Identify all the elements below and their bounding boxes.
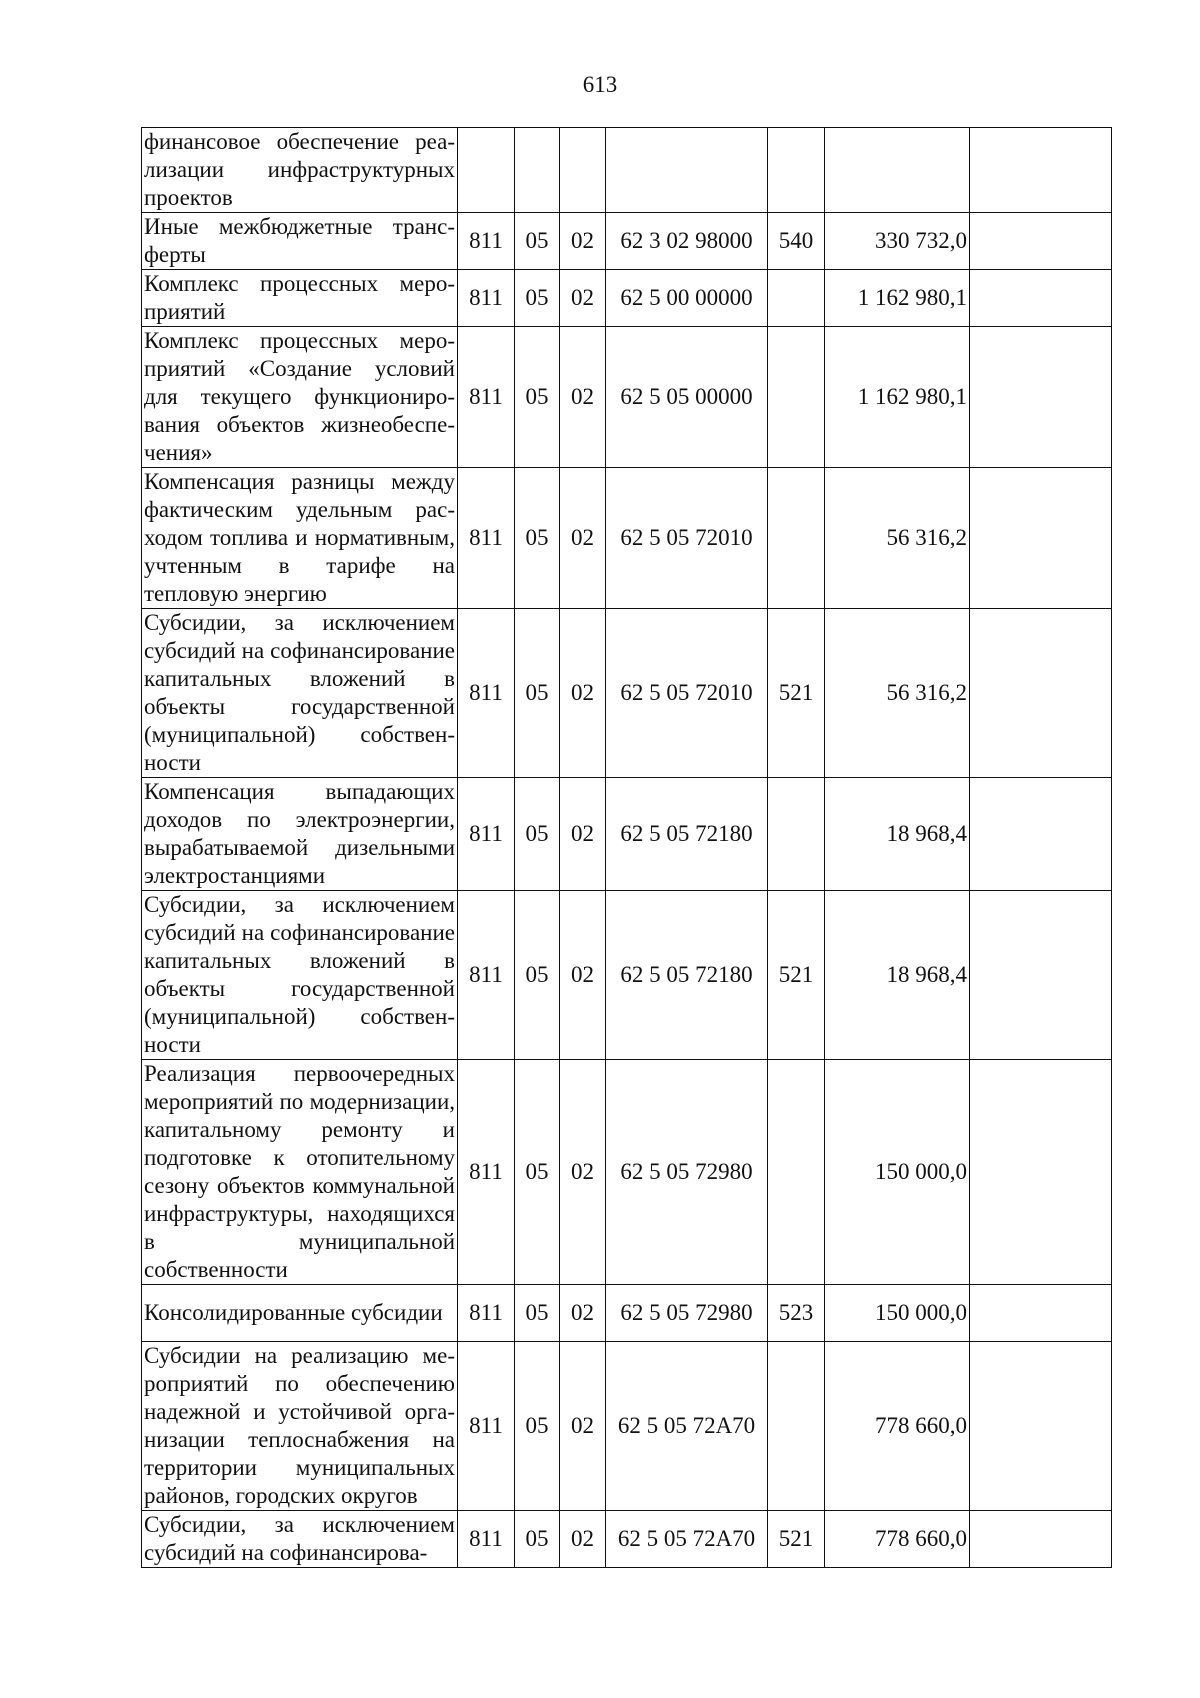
expense-type-code [768, 270, 825, 327]
ministry-code: 811 [458, 213, 515, 270]
target-article-code: 62 5 05 72980 [606, 1060, 768, 1285]
subsection-code: 02 [560, 270, 606, 327]
subsection-code: 02 [560, 1342, 606, 1511]
section-code: 05 [515, 1285, 560, 1342]
target-article-code: 62 5 05 72А70 [606, 1342, 768, 1511]
section-code: 05 [515, 609, 560, 778]
extra-cell [970, 327, 1112, 468]
expense-item-name: Комплекс процессных мероприятий «Создание условий для текущего функционирования объектов жизнеобеспечения» [142, 327, 458, 468]
extra-cell [970, 128, 1112, 213]
section-code: 05 [515, 1342, 560, 1511]
extra-cell [970, 778, 1112, 891]
table-row [142, 1342, 1112, 1511]
ministry-code: 811 [458, 1285, 515, 1342]
amount-cell: 1 162 980,1 [825, 327, 970, 468]
budget-table [141, 127, 1112, 1568]
ministry-code: 811 [458, 270, 515, 327]
amount-cell: 150 000,0 [825, 1060, 970, 1285]
table-body [142, 128, 1112, 1568]
amount-cell: 150 000,0 [825, 1285, 970, 1342]
target-article-code: 62 5 00 00000 [606, 270, 768, 327]
ministry-code: 811 [458, 1342, 515, 1511]
extra-cell [970, 1342, 1112, 1511]
table-row [142, 891, 1112, 1060]
expense-item-name: Субсидии, за исключением субсидий на софинансирование капитальных вложений в объекты государственной (муниципальной) собственности [142, 609, 458, 778]
expense-item-name: Иные межбюджетные трансферты [142, 213, 458, 270]
subsection-code: 02 [560, 609, 606, 778]
expense-type-code [768, 1060, 825, 1285]
table-row [142, 128, 1112, 213]
table-row [142, 270, 1112, 327]
extra-cell [970, 213, 1112, 270]
subsection-code: 02 [560, 1285, 606, 1342]
ministry-code: 811 [458, 1060, 515, 1285]
section-code: 05 [515, 327, 560, 468]
amount-cell: 778 660,0 [825, 1342, 970, 1511]
expense-type-code [768, 778, 825, 891]
expense-type-code: 521 [768, 1511, 825, 1568]
table-row [142, 609, 1112, 778]
target-article-code: 62 5 05 00000 [606, 327, 768, 468]
extra-cell [970, 468, 1112, 609]
amount-cell: 18 968,4 [825, 891, 970, 1060]
extra-cell [970, 1511, 1112, 1568]
expense-type-code [768, 468, 825, 609]
table-row [142, 1285, 1112, 1342]
table-row [142, 778, 1112, 891]
page-number: 613 [582, 72, 618, 97]
subsection-code: 02 [560, 1511, 606, 1568]
amount-cell: 330 732,0 [825, 213, 970, 270]
target-article-code: 62 3 02 98000 [606, 213, 768, 270]
amount-cell: 56 316,2 [825, 468, 970, 609]
ministry-code: 811 [458, 778, 515, 891]
table-row [142, 1060, 1112, 1285]
target-article-code: 62 5 05 72980 [606, 1285, 768, 1342]
table-row [142, 1511, 1112, 1568]
expense-type-code: 521 [768, 891, 825, 1060]
subsection-code: 02 [560, 327, 606, 468]
subsection-code [560, 128, 606, 213]
expense-type-code [768, 128, 825, 213]
section-code: 05 [515, 778, 560, 891]
expense-item-name: Комплекс процессных мероприятий [142, 270, 458, 327]
expense-type-code: 540 [768, 213, 825, 270]
expense-item-name: Субсидии, за исключением субсидий на софинансирова- [142, 1511, 458, 1568]
target-article-code: 62 5 05 72180 [606, 778, 768, 891]
ministry-code: 811 [458, 1511, 515, 1568]
section-code: 05 [515, 1511, 560, 1568]
ministry-code: 811 [458, 609, 515, 778]
amount-cell: 18 968,4 [825, 778, 970, 891]
expense-item-name: Компенсация разницы между фактическим удельным расходом топлива и нормативным, учтенным в тарифе на тепловую энергию [142, 468, 458, 609]
amount-cell [825, 128, 970, 213]
subsection-code: 02 [560, 1060, 606, 1285]
ministry-code: 811 [458, 891, 515, 1060]
extra-cell [970, 270, 1112, 327]
target-article-code: 62 5 05 72010 [606, 468, 768, 609]
ministry-code: 811 [458, 468, 515, 609]
section-code: 05 [515, 891, 560, 1060]
amount-cell: 1 162 980,1 [825, 270, 970, 327]
extra-cell [970, 1285, 1112, 1342]
amount-cell: 56 316,2 [825, 609, 970, 778]
section-code: 05 [515, 468, 560, 609]
section-code: 05 [515, 270, 560, 327]
extra-cell [970, 891, 1112, 1060]
expense-item-name: Субсидии на реализацию мероприятий по обеспечению надежной и устойчивой организации теплоснабжения на территории муниципальных районов, городских округов [142, 1342, 458, 1511]
table-row [142, 468, 1112, 609]
target-article-code: 62 5 05 72010 [606, 609, 768, 778]
section-code: 05 [515, 213, 560, 270]
expense-item-name: Компенсация выпадающих доходов по электроэнергии, вырабатываемой дизельными электростанциями [142, 778, 458, 891]
expense-type-code [768, 327, 825, 468]
subsection-code: 02 [560, 891, 606, 1060]
target-article-code [606, 128, 768, 213]
target-article-code: 62 5 05 72180 [606, 891, 768, 1060]
target-article-code: 62 5 05 72А70 [606, 1511, 768, 1568]
section-code [515, 128, 560, 213]
expense-type-code: 521 [768, 609, 825, 778]
amount-cell: 778 660,0 [825, 1511, 970, 1568]
table-row [142, 327, 1112, 468]
expense-type-code [768, 1342, 825, 1511]
expense-item-name: финансовое обеспечение реализации инфраструктурных проектов [142, 128, 458, 213]
extra-cell [970, 1060, 1112, 1285]
expense-item-name: Реализация первоочередных мероприятий по модернизации, капитальному ремонту и подготовке к отопительному сезону объектов коммунальной инфраструктуры, находящихся в муниципальной собственности [142, 1060, 458, 1285]
expense-item-name: Субсидии, за исключением субсидий на софинансирование капитальных вложений в объекты государственной (муниципальной) собственности [142, 891, 458, 1060]
ministry-code [458, 128, 515, 213]
ministry-code: 811 [458, 327, 515, 468]
subsection-code: 02 [560, 778, 606, 891]
table-row [142, 213, 1112, 270]
extra-cell [970, 609, 1112, 778]
subsection-code: 02 [560, 213, 606, 270]
section-code: 05 [515, 1060, 560, 1285]
expense-item-name: Консолидированные субсидии [142, 1285, 458, 1342]
expense-type-code: 523 [768, 1285, 825, 1342]
subsection-code: 02 [560, 468, 606, 609]
